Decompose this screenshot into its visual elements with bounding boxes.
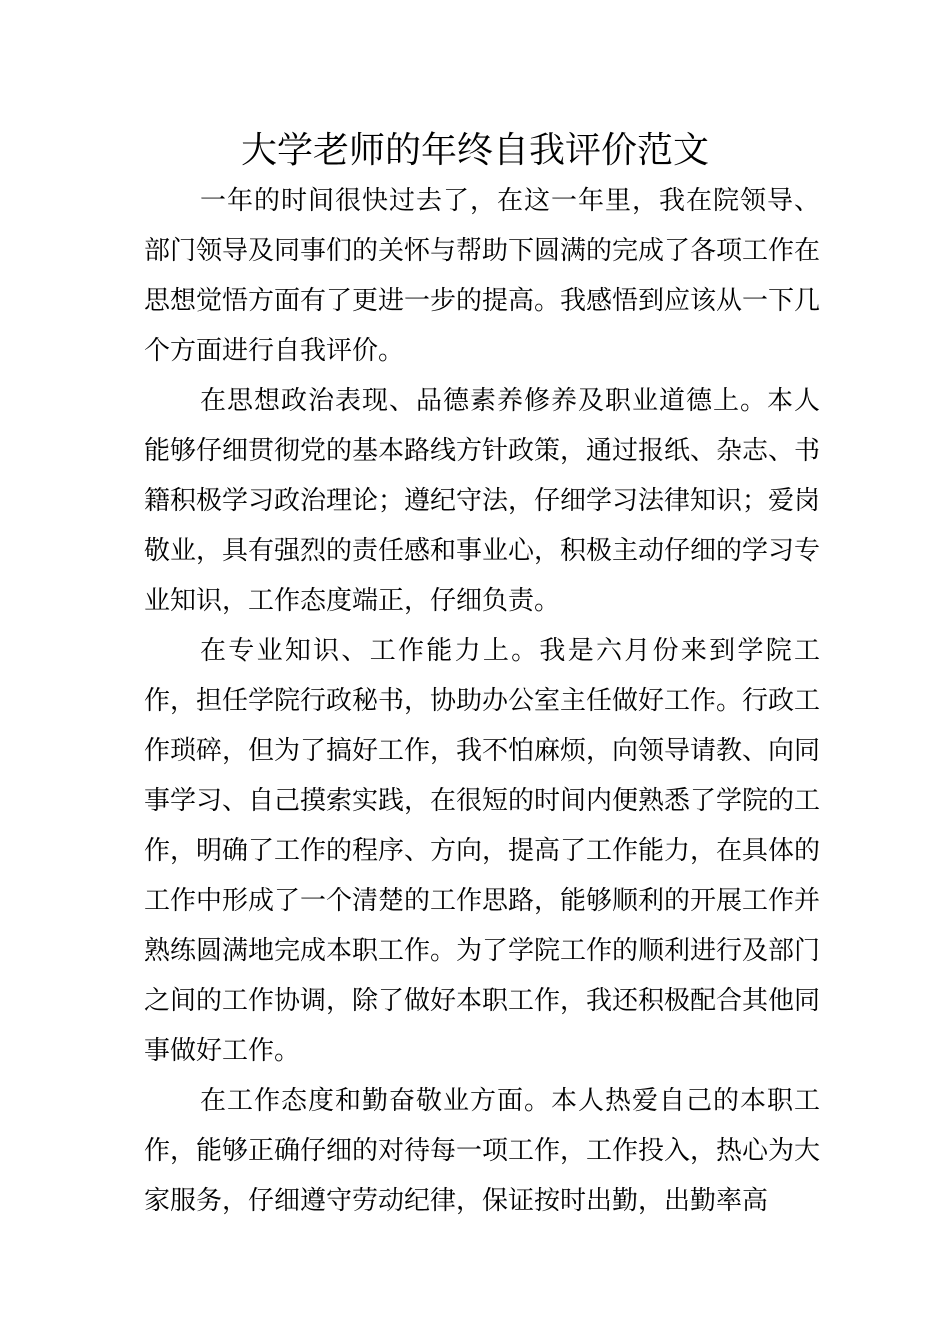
paragraph-political: 在思想政治表现、品德素养修养及职业道德上。本人能够仔细贯彻党的基本路线方针政策，通过报纸、杂志、书籍积极学习政治理论；遵纪守法，仔细学习法律知识；爱岗敬业，具有强烈的责任感和事业心，积极主动仔细的学习专业知识，工作态度端正，仔细负责。 (144, 386, 821, 616)
paragraph-professional: 在专业知识、工作能力上。我是六月份来到学院工作，担任学院行政秘书，协助办公室主任做好工作。行政工作琐碎，但为了搞好工作，我不怕麻烦，向领导请教、向同事学习、自己摸索实践，在很短的时间内便熟悉了学院的工作，明确了工作的程序、方向，提高了工作能力，在具体的工作中形成了一个清楚的工作思路，能够顺利的开展工作并熟练圆满地完成本职工作。为了学院工作的顺利进行及部门之间的工作协调，除了做好本职工作，我还积极配合其他同事做好工作。 (144, 636, 821, 1066)
paragraph-intro: 一年的时间很快过去了，在这一年里，我在院领导、部门领导及同事们的关怀与帮助下圆满的完成了各项工作在思想觉悟方面有了更进一步的提高。我感悟到应该从一下几个方面进行自我评价。 (144, 186, 821, 366)
document-body (144, 176, 820, 1226)
document-title: 大学老师的年终自我评价范文 (240, 130, 709, 171)
paragraph-attitude: 在工作态度和勤奋敬业方面。本人热爱自己的本职工作，能够正确仔细的对待每一项工作，工作投入，热心为大家服务，仔细遵守劳动纪律，保证按时出勤，出勤率高 (144, 1086, 821, 1216)
